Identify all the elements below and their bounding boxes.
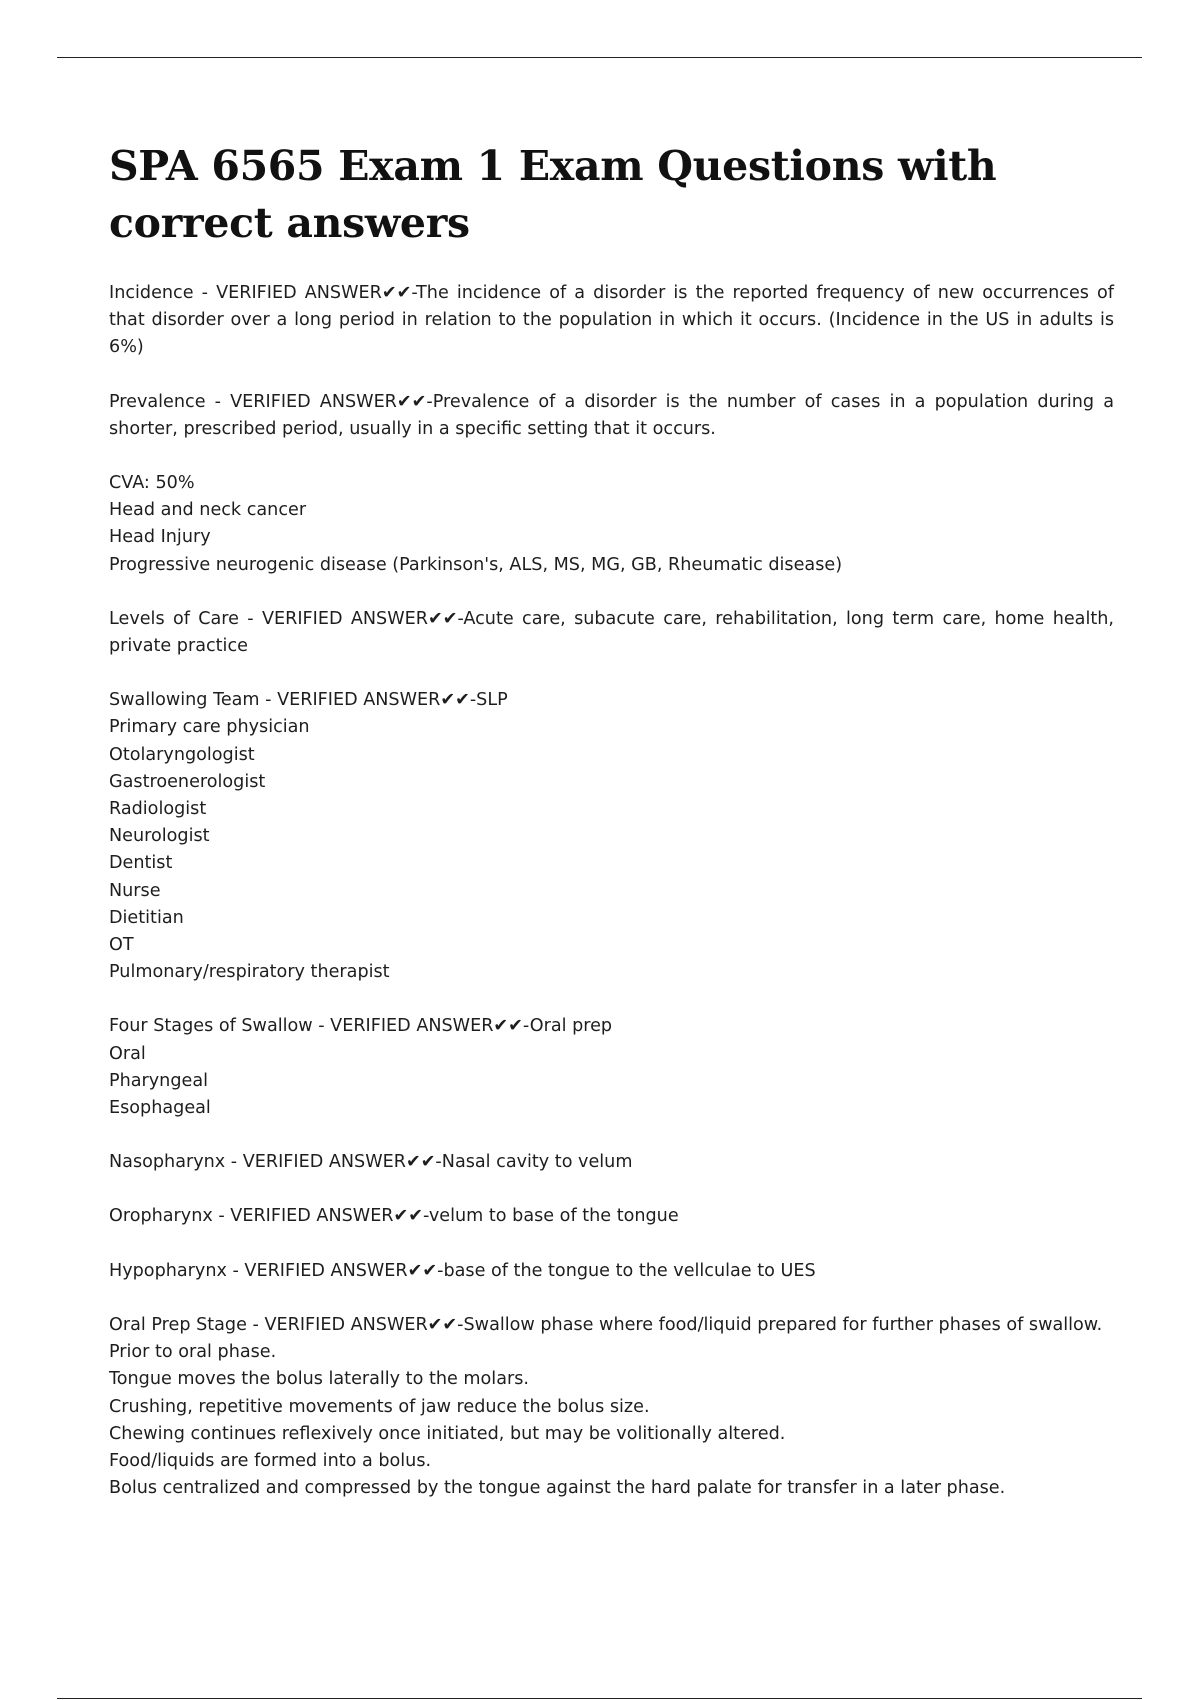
qa-entry-text: Prevalence - VERIFIED ANSWER✔✔-Prevalence of a disorder is the number of cases in a population during a shorter, prescribed period, usually in a specific setting that it occurs. bbox=[109, 391, 1114, 439]
qa-entry bbox=[109, 1013, 1114, 1122]
qa-entry-line: Oral bbox=[109, 1043, 146, 1064]
qa-entry-line: Dietitian bbox=[109, 907, 184, 928]
qa-entry-line: Otolaryngologist bbox=[109, 744, 255, 765]
document-body bbox=[109, 138, 1114, 1529]
qa-entry-line: Radiologist bbox=[109, 799, 207, 820]
qa-entry bbox=[109, 1203, 1114, 1230]
qa-entry-line: Neurologist bbox=[109, 826, 210, 847]
qa-entry-line: Head and neck cancer bbox=[109, 500, 307, 521]
qa-entry-line: Nurse bbox=[109, 880, 161, 901]
qa-entry-line: Bolus centralized and compressed by the tongue against the hard palate for transfer in a later phase. bbox=[109, 1478, 1006, 1499]
qa-entry-line: Esophageal bbox=[109, 1098, 211, 1119]
qa-entry-line: Tongue moves the bolus laterally to the molars. bbox=[109, 1369, 529, 1390]
qa-entry-text: Levels of Care - VERIFIED ANSWER✔✔-Acute care, subacute care, rehabilitation, long term care, home health, private practice bbox=[109, 608, 1114, 657]
qa-entry-text: Oropharynx - VERIFIED ANSWER✔✔-velum to base of the tongue bbox=[109, 1206, 679, 1227]
qa-list bbox=[109, 280, 1114, 1502]
qa-entry bbox=[109, 687, 1114, 986]
qa-entry-text: CVA: 50% bbox=[109, 473, 195, 494]
footer-rule bbox=[57, 1698, 1142, 1699]
qa-entry bbox=[109, 1149, 1114, 1176]
qa-entry-text: Incidence - VERIFIED ANSWER✔✔-The incidence of a disorder is the reported frequency of new occurrences of that disorder over a long period in relation to the population in which it occurs. (Incidence in the US in adults is 6%) bbox=[109, 283, 1114, 358]
qa-entry-text: Swallowing Team - VERIFIED ANSWER✔✔-SLP bbox=[109, 690, 508, 711]
qa-entry-line: Food/liquids are formed into a bolus. bbox=[109, 1450, 432, 1471]
qa-entry bbox=[109, 470, 1114, 579]
qa-entry bbox=[109, 389, 1114, 443]
qa-entry bbox=[109, 1312, 1114, 1502]
qa-entry-line: Primary care physician bbox=[109, 717, 310, 738]
qa-entry-text: Oral Prep Stage - VERIFIED ANSWER✔✔-Swallow phase where food/liquid prepared for further phases of swallow. bbox=[109, 1314, 1103, 1335]
qa-entry-line: OT bbox=[109, 935, 134, 956]
qa-entry-line: Chewing continues reflexively once initiated, but may be volitionally altered. bbox=[109, 1423, 786, 1444]
qa-entry-line: Prior to oral phase. bbox=[109, 1342, 277, 1363]
qa-entry-line: Gastroenerologist bbox=[109, 771, 266, 792]
qa-entry-line: Pharyngeal bbox=[109, 1070, 208, 1091]
qa-entry-text: Four Stages of Swallow - VERIFIED ANSWER✔✔-Oral prep bbox=[109, 1016, 613, 1037]
qa-entry-text: Nasopharynx - VERIFIED ANSWER✔✔-Nasal cavity to velum bbox=[109, 1152, 633, 1173]
qa-entry bbox=[109, 280, 1114, 362]
qa-entry-line: Dentist bbox=[109, 853, 173, 874]
qa-entry bbox=[109, 606, 1114, 660]
qa-entry-text: Hypopharynx - VERIFIED ANSWER✔✔-base of the tongue to the vellculae to UES bbox=[109, 1260, 816, 1281]
qa-entry-line: Head Injury bbox=[109, 527, 211, 548]
header-rule bbox=[57, 57, 1142, 58]
qa-entry-line: Progressive neurogenic disease (Parkinson's, ALS, MS, MG, GB, Rheumatic disease) bbox=[109, 554, 843, 575]
qa-entry bbox=[109, 1258, 1114, 1285]
qa-entry-line: Pulmonary/respiratory therapist bbox=[109, 962, 390, 983]
qa-entry-line: Crushing, repetitive movements of jaw reduce the bolus size. bbox=[109, 1396, 650, 1417]
document-title: SPA 6565 Exam 1 Exam Questions with correct answers bbox=[109, 142, 997, 247]
